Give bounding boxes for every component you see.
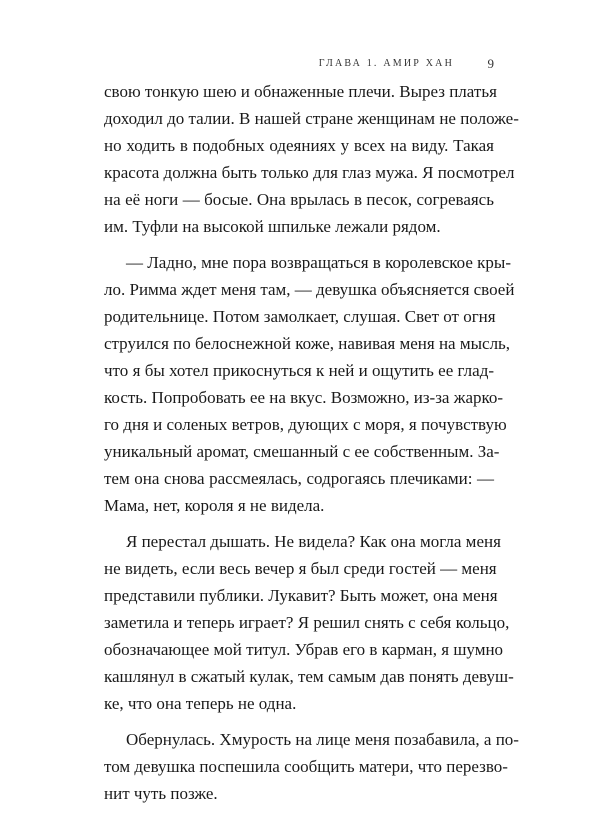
text-line: на её ноги — босые. Она врылась в песок, согреваясь xyxy=(104,190,494,209)
text-line: доходил до талии. В нашей стране женщинам не положе- xyxy=(104,109,519,128)
paragraph-1 xyxy=(104,78,519,240)
text-line: том девушка поспешила сообщить матери, что перезво- xyxy=(104,757,508,776)
text-line: но ходить в подобных одеяниях у всех на виду. Такая xyxy=(104,136,494,155)
text-line: свою тонкую шею и обнаженные плечи. Вырез платья xyxy=(104,82,497,101)
text-line: уникальный аромат, смешанный с ее собственным. За- xyxy=(104,442,500,461)
paragraph-3 xyxy=(104,528,514,717)
text-line: заметила и теперь играет? Я решил снять с себя кольцо, xyxy=(104,613,510,632)
text-line: не видеть, если весь вечер я был среди гостей — меня xyxy=(104,559,497,578)
text-line: нит чуть позже. xyxy=(104,784,218,803)
body-text xyxy=(104,78,519,816)
text-line: представили публики. Лукавит? Быть может, она меня xyxy=(104,586,498,605)
text-line: кость. Попробовать ее на вкус. Возможно, из-за жарко- xyxy=(104,388,504,407)
chapter-title: ГЛАВА 1. АМИР ХАН xyxy=(318,58,454,69)
page-number: 9 xyxy=(487,56,494,71)
text-line: Я перестал дышать. Не видела? Как она могла меня xyxy=(126,532,501,551)
text-line: тем она снова рассмеялась, содрогаясь плечиками: — xyxy=(104,469,494,488)
text-line: струился по белоснежной коже, навивая меня на мысль, xyxy=(104,334,511,353)
text-line: родительнице. Потом замолкает, слушая. Свет от огня xyxy=(104,307,496,326)
text-line: обозначающее мой титул. Убрав его в карман, я шумно xyxy=(104,640,504,659)
text-line: ло. Римма ждет меня там, — девушка объясняется своей xyxy=(104,280,515,299)
text-line: кашлянул в сжатый кулак, тем самым дав понять девуш- xyxy=(104,667,514,686)
paragraph-4 xyxy=(104,726,519,807)
paragraph-2 xyxy=(104,249,515,519)
text-line: го дня и соленых ветров, дующих с моря, я почувствую xyxy=(104,415,507,434)
text-line: что я бы хотел прикоснуться к ней и ощутить ее глад- xyxy=(104,361,494,380)
text-line: Мама, нет, короля я не видела. xyxy=(104,496,325,515)
running-header xyxy=(104,56,494,72)
text-line: им. Туфли на высокой шпильке лежали рядом. xyxy=(104,217,441,236)
text-line: ке, что она теперь не одна. xyxy=(104,694,297,713)
text-line: — Ладно, мне пора возвращаться в королевское кры- xyxy=(126,253,511,272)
text-line: красота должна быть только для глаз мужа. Я посмотрел xyxy=(104,163,515,182)
text-line: Обернулась. Хмурость на лице меня позабавила, а по- xyxy=(126,730,519,749)
